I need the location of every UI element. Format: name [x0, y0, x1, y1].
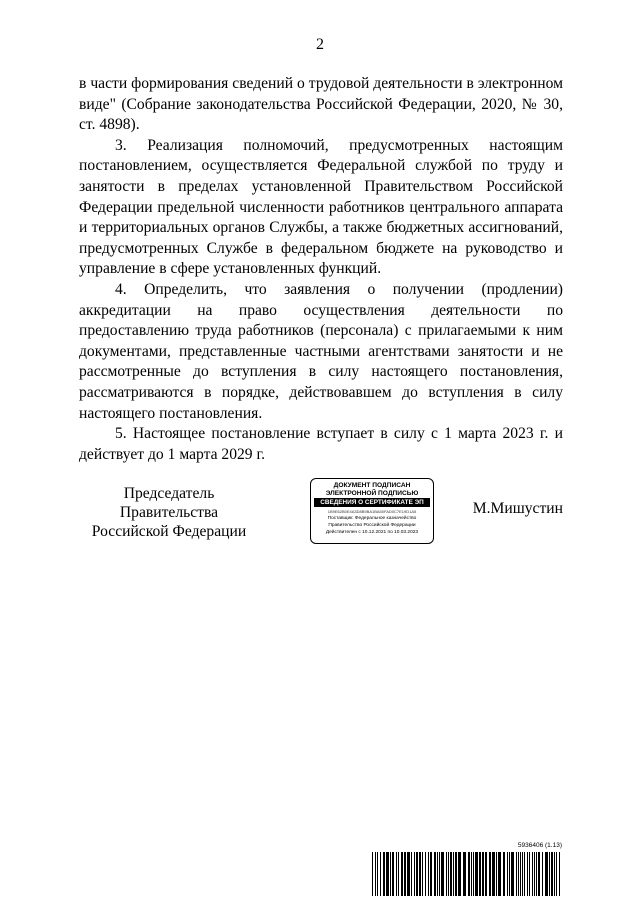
barcode-bar	[507, 852, 508, 896]
barcode-bar	[392, 852, 394, 896]
barcode-bar	[549, 852, 550, 896]
barcode-bar	[407, 852, 410, 896]
barcode-bar	[524, 852, 525, 896]
barcode-bar	[455, 852, 457, 896]
document-body	[79, 74, 563, 465]
barcode-bar	[372, 852, 373, 896]
stamp-issuer: Поставщик: Федеральное казначейство	[327, 516, 417, 521]
barcode-bar	[446, 852, 447, 896]
barcode-bar	[437, 852, 438, 896]
barcode-bar	[383, 852, 385, 896]
barcode-bar	[485, 852, 487, 896]
stamp-heading	[311, 482, 433, 497]
barcode-bar	[422, 852, 423, 896]
barcode-bar	[448, 852, 449, 896]
signatory-position-line1: Председатель Правительства	[119, 485, 219, 521]
barcode-bar	[520, 852, 521, 896]
barcode-bar	[463, 852, 466, 896]
barcode-bar	[380, 852, 381, 896]
barcode-bar	[450, 852, 452, 896]
barcode-bar	[518, 852, 519, 896]
barcode-bar	[439, 852, 440, 896]
stamp-certificate-band: СВЕДЕНИЯ О СЕРТИФИКАТЕ ЭП	[314, 498, 430, 507]
signatory-name: М.Мишустин	[472, 500, 563, 517]
paragraph-item-5: 5. Настоящее постановление вступает в силу с 1 марта 2023 г. и действует до 1 марта 2029 г.	[79, 425, 563, 463]
barcode-bar	[492, 852, 495, 896]
signatory-position-line2: Российской Федерации	[91, 523, 247, 540]
barcode-bar	[411, 852, 412, 896]
barcode-bar	[532, 852, 533, 896]
barcode-bar	[441, 852, 444, 896]
barcode-bar	[503, 852, 505, 896]
barcode-bar	[559, 852, 560, 896]
paragraph-item-3: 3. Реализация полномочий, предусмотренных настоящим постановлением, осуществляется Федеральной службой по труду и занятости в пределах установленной Правительством Российской Федерации предельной численности работников центрального аппарата и территориальных органов Службы, а также бюджетных ассигнований, предусмотренных Службе в федеральном бюджете на руководство и управление в сфере установленных функций.	[79, 136, 563, 278]
barcode-bar	[516, 852, 517, 896]
barcode-bar	[473, 852, 474, 896]
barcode-bar	[479, 852, 481, 896]
barcode-bar	[511, 852, 514, 896]
barcode-bar	[396, 852, 397, 896]
barcode-bar	[554, 852, 555, 896]
barcode-bar	[419, 852, 421, 896]
barcode-bar	[551, 852, 553, 896]
paragraph-continuation: в части формирования сведений о трудовой деятельности в электронном виде" (Собрание законодательства Российской Федерации, 2020, № 30, ст. 4898).	[79, 75, 563, 134]
barcode-bar	[386, 852, 389, 896]
stamp-heading-line1: ДОКУМЕНТ ПОДПИСАН	[333, 482, 411, 489]
page-number: 2	[316, 36, 324, 53]
barcode-bar	[536, 852, 537, 896]
barcode-bar	[428, 852, 429, 896]
barcode-bar	[509, 852, 510, 896]
barcode-block	[372, 842, 562, 896]
barcode-bar	[453, 852, 454, 896]
barcode-bar	[542, 852, 543, 896]
barcode-bar	[545, 852, 548, 896]
barcode-bar	[416, 852, 418, 896]
barcode-bar	[398, 852, 399, 896]
stamp-owner: Правительство Российской Федерации	[328, 523, 416, 528]
barcode-bar	[377, 852, 378, 896]
barcode-bar	[522, 852, 523, 896]
paragraph-item-4: 4. Определить, что заявления о получении (продлении) аккредитации на право осуществления деятельности по предоставлению труда работников (персонала) с прилагаемыми к ним документами, представленные частными агентствами занятости и не рассмотренные до вступления в силу настоящего постановления, рассматриваются в порядке, действовавшем до вступления в силу настоящего постановления.	[79, 280, 563, 422]
barcode-bar	[496, 852, 497, 896]
barcode-label: 5936406 (1.13)	[517, 842, 562, 849]
barcode-bar	[538, 852, 540, 896]
barcode-bar	[468, 852, 470, 896]
barcode-bar	[556, 852, 557, 896]
barcode-bar	[434, 852, 436, 896]
barcode-image	[372, 852, 562, 896]
barcode-bar	[527, 852, 528, 896]
stamp-serial: 1B9E62B0E4A3D8B9BA1BA50FAD0C7E19D1A5	[327, 509, 417, 514]
barcode-bar	[404, 852, 406, 896]
barcode-bar	[475, 852, 478, 896]
barcode-bar	[471, 852, 472, 896]
barcode-bar	[529, 852, 530, 896]
barcode-bar	[498, 852, 501, 896]
barcode-bar	[430, 852, 432, 896]
barcode-bar	[489, 852, 491, 896]
barcode-bar	[425, 852, 426, 896]
barcode-bar	[458, 852, 461, 896]
electronic-signature-stamp	[310, 478, 434, 544]
stamp-validity: Действителен с 10.12.2021 по 10.03.2023	[325, 530, 419, 535]
signatory-position	[79, 484, 259, 541]
barcode-bar	[482, 852, 484, 896]
barcode-bar	[401, 852, 403, 896]
barcode-bar	[414, 852, 415, 896]
stamp-heading-line2: ЭЛЕКТРОННОЙ ПОДПИСЬЮ	[325, 489, 419, 497]
barcode-bar	[390, 852, 391, 896]
barcode-bar	[534, 852, 535, 896]
barcode-bar	[375, 852, 376, 896]
